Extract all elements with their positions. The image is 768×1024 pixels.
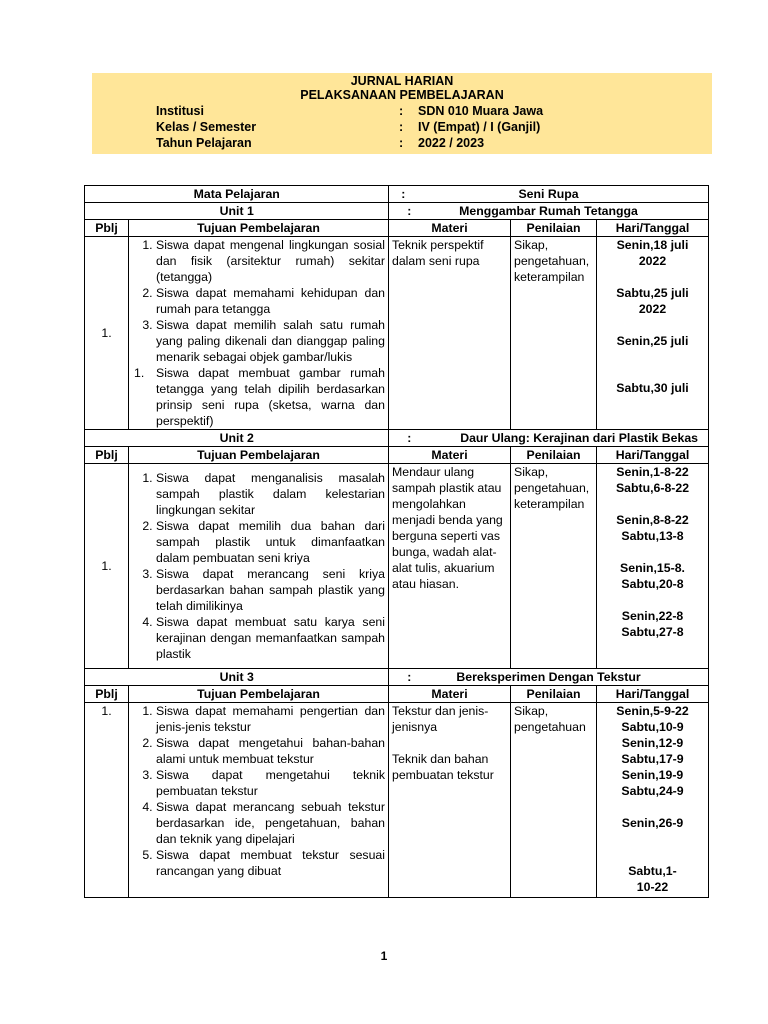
penilaian-cell: Sikap, pengetahuan, keterampilan: [511, 237, 597, 430]
header-value-institusi: SDN 010 Muara Jawa: [418, 104, 544, 118]
date-entry: Sabtu,25 juli 2022: [616, 286, 689, 316]
unit-topic: Bereksperimen Dengan Tekstur: [389, 669, 709, 686]
date-entry: Senin,8-8-22: [616, 513, 689, 527]
date-entry: Sabtu,24-9: [621, 784, 684, 798]
col-header-pblj: Pblj: [85, 686, 129, 703]
column-header-row: [85, 447, 709, 464]
tujuan-item: 2. Siswa dapat memahami kehidupan dan rumah para tetangga: [156, 285, 385, 317]
tujuan-item: 3. Siswa dapat memilih salah satu rumah yang paling dikenali dan dianggap paling menarik sebagai objek gambar/lukis: [156, 317, 385, 365]
tujuan-item: 4. Siswa dapat membuat satu karya seni kerajinan dengan memanfaatkan sampah plastik: [156, 614, 385, 662]
tujuan-item: 1. Siswa dapat menganalisis masalah sampah plastik dalam kelestarian lingkungan sekitar: [156, 470, 385, 518]
materi-item: Teknik dan bahan pembuatan tekstur: [392, 752, 494, 782]
subject-value: Seni Rupa: [389, 186, 709, 203]
date-entry: Senin,1-8-22: [616, 465, 689, 479]
col-header-penilaian: Penilaian: [511, 220, 597, 237]
col-header-materi: Materi: [389, 447, 511, 464]
date-entry: Sabtu,6-8-22: [615, 481, 690, 495]
tujuan-item: 4. Siswa dapat merancang sebuah tekstur berdasarkan ide, pengetahuan, bahan dan teknik yang dipelajari: [156, 799, 385, 847]
col-header-penilaian: Penilaian: [511, 447, 597, 464]
col-header-pblj: Pblj: [85, 447, 129, 464]
subject-colon: :: [401, 187, 406, 201]
date-entry: Sabtu,1-10-22: [628, 864, 677, 894]
unit-topic: Menggambar Rumah Tetangga: [389, 203, 709, 220]
col-header-materi: Materi: [389, 686, 511, 703]
date-entry: Sabtu,17-9: [621, 752, 684, 766]
tujuan-item: 1. Siswa dapat mengenal lingkungan sosial dan fisik (arsitektur rumah) sekitar (tetangga): [156, 237, 385, 285]
header-label-tahun: Tahun Pelajaran: [156, 136, 252, 150]
date-entry: Senin,25 juli: [616, 334, 689, 348]
col-header-materi: Materi: [389, 220, 511, 237]
hari-cell: [597, 703, 709, 898]
subject-row: [85, 186, 709, 203]
col-header-pblj: Pblj: [85, 220, 129, 237]
col-header-tujuan: Tujuan Pembelajaran: [129, 447, 389, 464]
date-entry: Senin,12-9: [621, 736, 684, 750]
header-subtitle: PELAKSANAAN PEMBELAJARAN: [300, 88, 504, 102]
tujuan-item: 3. Siswa dapat mengetahui teknik pembuatan tekstur: [156, 767, 385, 799]
unit-label: Unit 2: [219, 431, 254, 445]
unit-label: Unit 1: [219, 204, 254, 218]
tujuan-cell: [129, 237, 389, 430]
unit-content-row: [85, 703, 709, 898]
document-header: [92, 73, 712, 154]
column-header-row: [85, 686, 709, 703]
materi-cell: [389, 703, 511, 898]
pblj-number: 1.: [85, 237, 129, 430]
date-entry: Senin,26-9: [621, 816, 684, 830]
hari-cell: [597, 464, 709, 669]
date-entry: Senin,22-8: [621, 609, 684, 623]
page-number: 1: [380, 949, 388, 963]
header-label-institusi: Institusi: [156, 104, 204, 118]
journal-table: [84, 185, 709, 898]
header-label-kelas: Kelas / Semester: [156, 120, 257, 134]
pblj-number: 1.: [85, 464, 129, 669]
hari-cell: [597, 237, 709, 430]
col-header-hari: Hari/Tanggal: [597, 686, 709, 703]
unit-label: Unit 3: [219, 670, 254, 684]
materi-cell: Teknik perspektif dalam seni rupa: [389, 237, 511, 430]
tujuan-cell: [129, 464, 389, 669]
materi-item: Tekstur dan jenis-jenisnya: [392, 704, 489, 734]
materi-cell: Mendaur ulang sampah plastik atau mengolahkan menjadi benda yang berguna seperti vas bunga, wadah alat-alat tulis, akuarium atau hiasan.: [389, 464, 511, 669]
col-header-tujuan: Tujuan Pembelajaran: [129, 220, 389, 237]
tujuan-item: 3. Siswa dapat merancang seni kriya berdasarkan bahan sampah plastik yang telah dimilikinya: [156, 566, 385, 614]
col-header-tujuan: Tujuan Pembelajaran: [129, 686, 389, 703]
header-colon: :: [399, 136, 404, 150]
date-entry: Sabtu,27-8: [621, 625, 684, 639]
col-header-hari: Hari/Tanggal: [597, 220, 709, 237]
unit-content-row: [85, 464, 709, 669]
date-entry: Senin,5-9-22: [616, 704, 689, 718]
col-header-hari: Hari/Tanggal: [597, 447, 709, 464]
unit-colon: :: [407, 431, 412, 445]
date-entry: Senin,18 juli 2022: [616, 238, 689, 268]
header-title: JURNAL HARIAN: [350, 74, 454, 88]
tujuan-item: 5. Siswa dapat membuat tekstur sesuai rancangan yang dibuat: [156, 847, 385, 879]
date-entry: Sabtu,20-8: [621, 577, 684, 591]
header-value-tahun: 2022 / 2023: [418, 136, 485, 150]
unit-colon: :: [407, 670, 412, 684]
unit-row: [85, 430, 709, 447]
unit-colon: :: [407, 204, 412, 218]
column-header-row: [85, 220, 709, 237]
tujuan-cell: [129, 703, 389, 898]
subject-label: Mata Pelajaran: [193, 187, 280, 201]
date-entry: Senin,15-8.: [620, 561, 685, 575]
header-colon: :: [399, 104, 404, 118]
date-entry: Sabtu,10-9: [621, 720, 684, 734]
tujuan-item: 1. Siswa dapat membuat gambar rumah tetangga yang telah dipilih berdasarkan prinsip seni rupa (sketsa, warna dan perspektif): [156, 365, 385, 429]
header-value-kelas: IV (Empat) / I (Ganjil): [418, 120, 541, 134]
unit-topic: Daur Ulang: Kerajinan dari Plastik Bekas: [389, 430, 709, 447]
penilaian-cell: Sikap, pengetahuan, keterampilan: [511, 464, 597, 669]
date-entry: Senin,19-9: [621, 768, 684, 782]
date-entry: Sabtu,30 juli: [616, 381, 689, 395]
tujuan-item: 2. Siswa dapat mengetahui bahan-bahan alami untuk membuat tekstur: [156, 735, 385, 767]
date-entry: Sabtu,13-8: [621, 529, 684, 543]
unit-row: [85, 203, 709, 220]
unit-content-row: [85, 237, 709, 430]
unit-row: [85, 669, 709, 686]
pblj-number: 1.: [85, 703, 129, 898]
header-colon: :: [399, 120, 404, 134]
col-header-penilaian: Penilaian: [511, 686, 597, 703]
penilaian-cell: Sikap, pengetahuan: [511, 703, 597, 898]
tujuan-item: 2. Siswa dapat memilih dua bahan dari sampah plastik untuk dimanfaatkan dalam pembuatan seni kriya: [156, 518, 385, 566]
tujuan-item: 1. Siswa dapat memahami pengertian dan jenis-jenis tekstur: [156, 703, 385, 735]
